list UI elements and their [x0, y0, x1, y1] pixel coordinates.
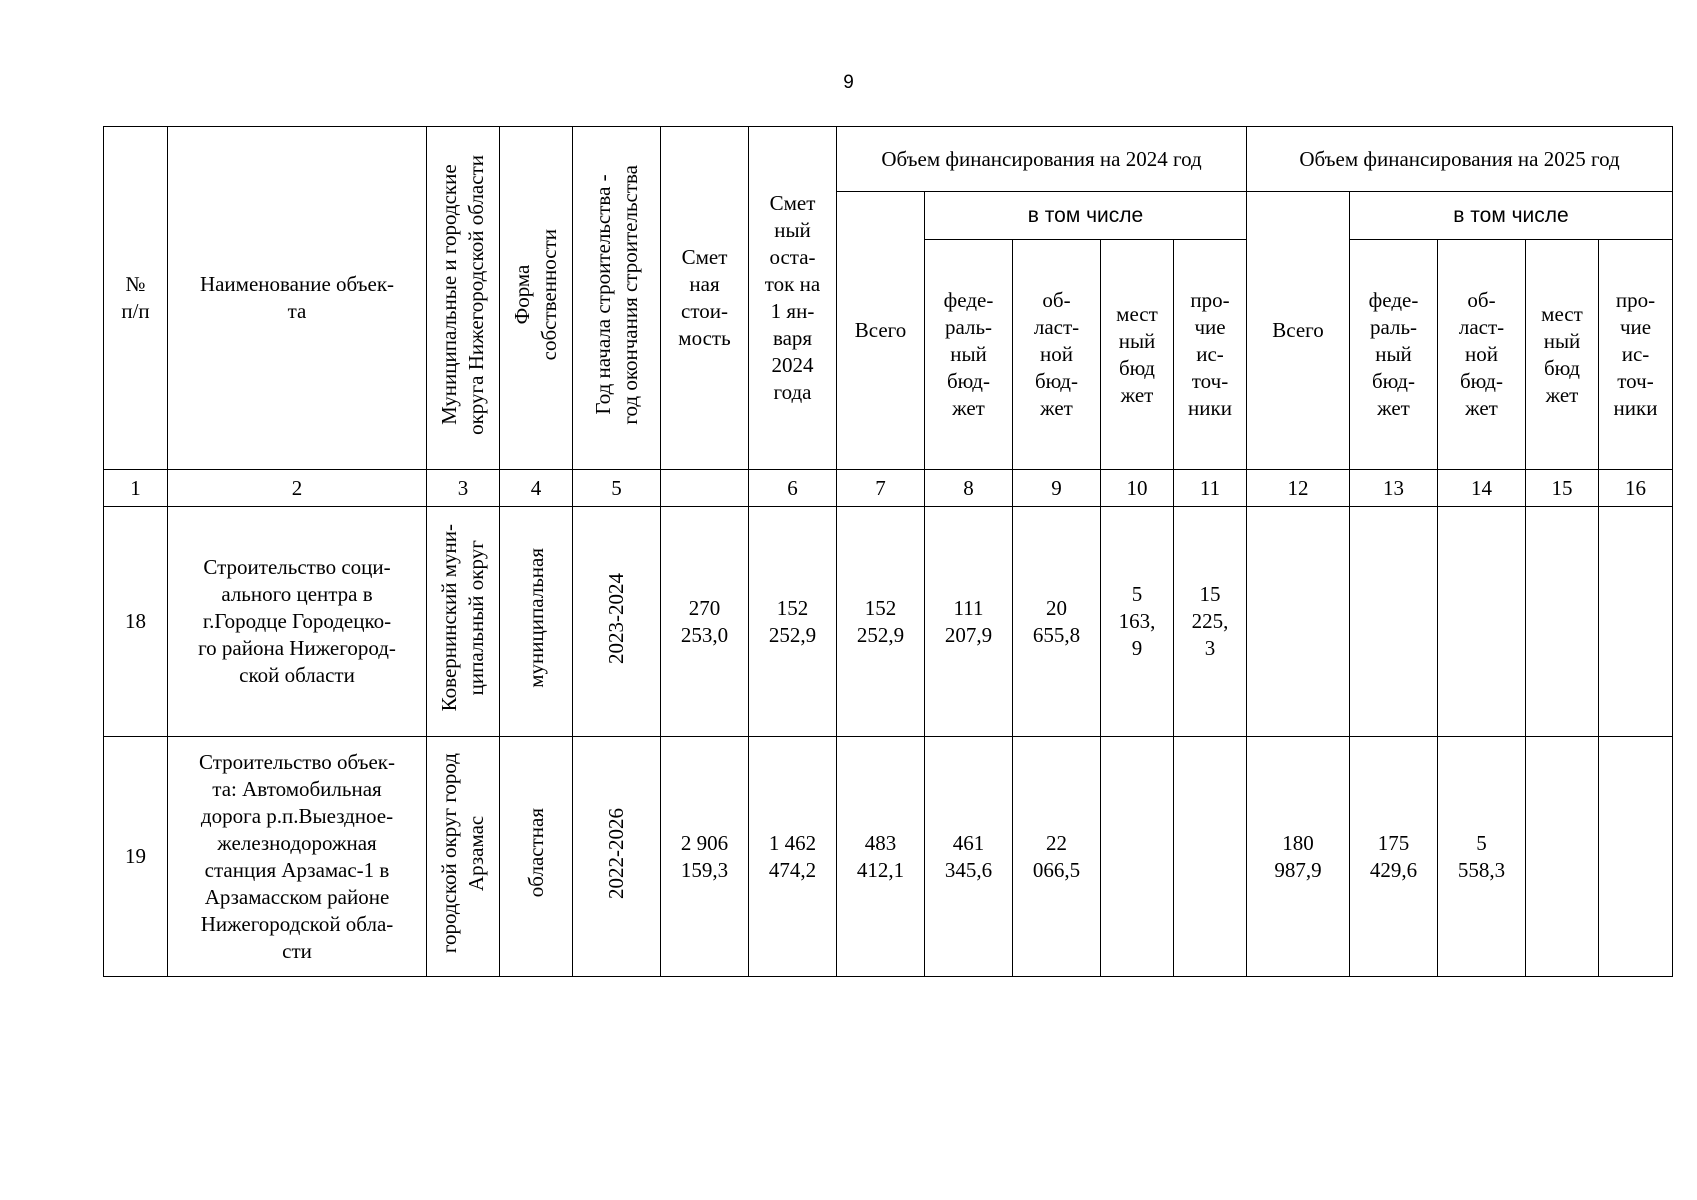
row-municipal [427, 737, 500, 977]
row-2025-federal [1350, 507, 1438, 737]
header-2025-including: в том числе [1350, 192, 1673, 240]
column-number: 2 [168, 470, 427, 507]
header-municipal-text: Муниципальные и городские округа Нижегородской области [437, 154, 488, 435]
column-number-row [104, 470, 1673, 507]
row-cost: 2 906 159,3 [661, 737, 749, 977]
row-2024-local: 5 163, 9 [1101, 507, 1174, 737]
header-2024-total: Всего [837, 192, 925, 470]
row-municipal [427, 507, 500, 737]
row-2025-local [1526, 507, 1599, 737]
column-number: 11 [1174, 470, 1247, 507]
row-num: 18 [104, 507, 168, 737]
row-2025-regional [1438, 507, 1526, 737]
table-row [104, 737, 1673, 977]
table-row [104, 507, 1673, 737]
row-2024-local [1101, 737, 1174, 977]
header-remainder: Смет ный оста- ток на 1 ян- варя 2024 года [749, 127, 837, 470]
row-2024-other [1174, 737, 1247, 977]
row-municipal-text: Ковернинский муни- ципальный округ [437, 524, 488, 712]
header-2024-regional: об- ласт- ной бюд- жет [1013, 240, 1101, 470]
row-ownership-text: муниципальная [523, 548, 548, 688]
row-years [573, 737, 661, 977]
row-years [573, 507, 661, 737]
header-2024-local: мест ный бюд жет [1101, 240, 1174, 470]
header-row-1 [104, 127, 1673, 192]
row-ownership [500, 507, 573, 737]
page-number: 9 [843, 72, 854, 93]
financing-table [103, 126, 1673, 977]
column-number: 16 [1599, 470, 1673, 507]
row-2025-other [1599, 507, 1673, 737]
header-cost: Смет ная стои- мость [661, 127, 749, 470]
column-number: 15 [1526, 470, 1599, 507]
column-number: 7 [837, 470, 925, 507]
row-2025-total: 180 987,9 [1247, 737, 1350, 977]
row-2025-federal: 175 429,6 [1350, 737, 1438, 977]
header-2024-including: в том числе [925, 192, 1247, 240]
header-2024-federal: феде- раль- ный бюд- жет [925, 240, 1013, 470]
column-number: 14 [1438, 470, 1526, 507]
row-2025-total [1247, 507, 1350, 737]
header-years-text: Год начала строительства - год окончания строительства [590, 164, 642, 425]
row-2025-other [1599, 737, 1673, 977]
header-years [573, 127, 661, 470]
row-2024-federal: 461 345,6 [925, 737, 1013, 977]
row-cost: 270 253,0 [661, 507, 749, 737]
column-number: 13 [1350, 470, 1438, 507]
header-2025-federal: феде- раль- ный бюд- жет [1350, 240, 1438, 470]
header-fin-2024: Объем финансирования на 2024 год [837, 127, 1247, 192]
header-2024-other: про- чие ис- точ- ники [1174, 240, 1247, 470]
column-number: 1 [104, 470, 168, 507]
row-2024-total: 152 252,9 [837, 507, 925, 737]
column-number: 5 [573, 470, 661, 507]
header-ownership [500, 127, 573, 470]
header-municipal [427, 127, 500, 470]
header-2025-local: мест ный бюд жет [1526, 240, 1599, 470]
column-number: 4 [500, 470, 573, 507]
header-fin-2025: Объем финансирования на 2025 год [1247, 127, 1673, 192]
row-2024-regional: 22 066,5 [1013, 737, 1101, 977]
row-num: 19 [104, 737, 168, 977]
row-2024-regional: 20 655,8 [1013, 507, 1101, 737]
column-number: 6 [749, 470, 837, 507]
column-number: 12 [1247, 470, 1350, 507]
column-number [661, 470, 749, 507]
column-number: 8 [925, 470, 1013, 507]
row-remainder: 152 252,9 [749, 507, 837, 737]
row-years-text: 2023-2024 [604, 572, 628, 664]
header-ownership-text: Форма собственности [510, 228, 561, 361]
header-2025-other: про- чие ис- точ- ники [1599, 240, 1673, 470]
row-2024-federal: 111 207,9 [925, 507, 1013, 737]
row-municipal-text: городской округ город Арзамас [437, 752, 488, 954]
row-object-name: Строительство соци- ального центра в г.Городце Городецко- го района Нижегород- ской области [168, 507, 427, 737]
row-ownership [500, 737, 573, 977]
row-2024-other: 15 225, 3 [1174, 507, 1247, 737]
row-years-text: 2022-2026 [604, 807, 628, 899]
column-number: 10 [1101, 470, 1174, 507]
column-number: 3 [427, 470, 500, 507]
column-number: 9 [1013, 470, 1101, 507]
row-2024-total: 483 412,1 [837, 737, 925, 977]
row-2025-regional: 5 558,3 [1438, 737, 1526, 977]
header-2025-regional: об- ласт- ной бюд- жет [1438, 240, 1526, 470]
header-2025-total: Всего [1247, 192, 1350, 470]
row-ownership-text: областная [523, 808, 548, 898]
row-remainder: 1 462 474,2 [749, 737, 837, 977]
header-name: Наименование объек- та [168, 127, 427, 470]
header-num: № п/п [104, 127, 168, 470]
row-object-name: Строительство объек- та: Автомобильная дорога р.п.Выездное- железнодорожная станция Арзамас-1 в Арзамасском районе Нижегородской обла- сти [168, 737, 427, 977]
row-2025-local [1526, 737, 1599, 977]
